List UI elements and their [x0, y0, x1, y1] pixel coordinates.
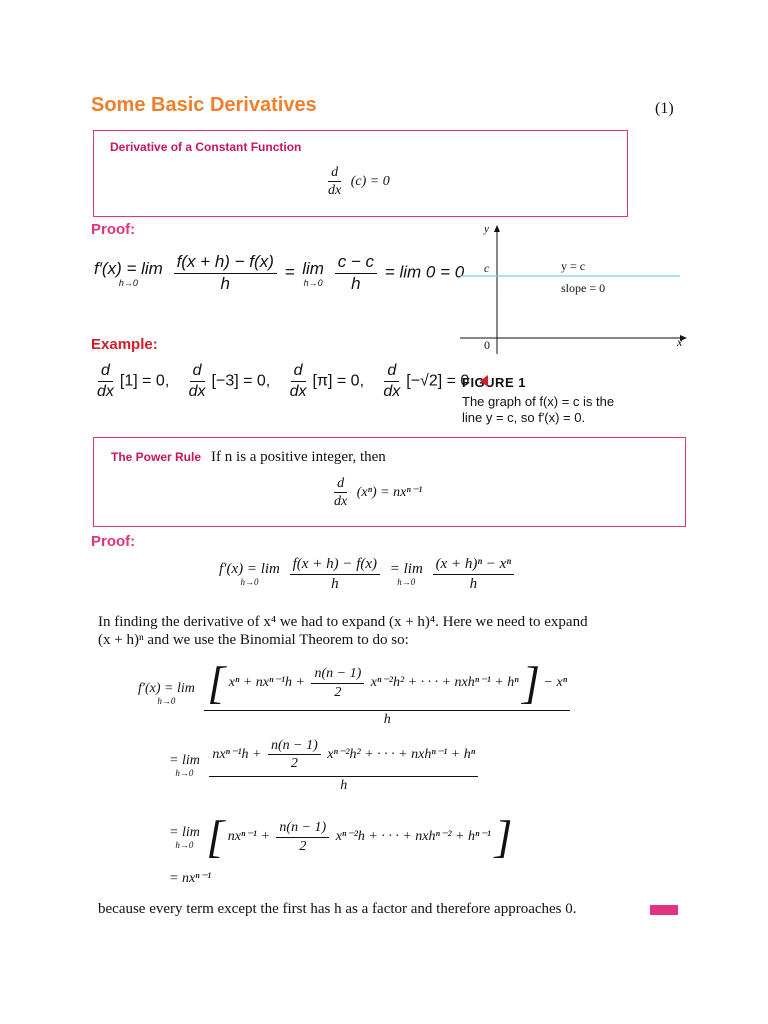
- step3-a: nxⁿ⁻¹ +: [227, 829, 270, 845]
- proof2-den2: h: [469, 575, 478, 592]
- figure-caption-1: The graph of f(x) = c is the: [462, 394, 615, 409]
- step1-inner-b: xⁿ⁻²h² + · · · + nxhⁿ⁻¹ + hⁿ: [370, 675, 519, 691]
- constant-box-label: Derivative of a Constant Function: [110, 140, 302, 154]
- proof1-formula: f′(x) = lim h→0 $\frac{f(x + h) - f(x)}{h}$ = lim h→0 $\frac{c - c}{h}$ = lim 0 = 0: [94, 252, 465, 293]
- step3-frac-num: n(n − 1): [276, 820, 329, 837]
- step1-frac-den: 2: [334, 684, 342, 700]
- constant-formula-rhs: (c) = 0: [350, 174, 390, 190]
- figure-title: FIGURE 1: [462, 375, 526, 390]
- step3-frac-den: 2: [299, 838, 307, 854]
- constant-function-box: [93, 130, 628, 217]
- step1-inner-a: xⁿ + nxⁿ⁻¹h +: [228, 675, 305, 691]
- proof2-eq: = lim: [389, 561, 423, 577]
- power-dx: dx: [334, 494, 348, 510]
- proof2-lhs: f′(x) = lim: [219, 561, 280, 577]
- graph-c-tick: c: [484, 261, 490, 275]
- proof1-tail: = lim 0 = 0: [384, 262, 465, 282]
- proof2-den1: h: [331, 575, 339, 592]
- graph-x-label: x: [677, 335, 683, 349]
- dx-denominator: dx: [328, 183, 342, 199]
- step1-den: h: [383, 712, 391, 727]
- example-dx-3: dx: [289, 382, 307, 400]
- step3-b: xⁿ⁻²h + · · · + nxhⁿ⁻² + hⁿ⁻¹: [335, 829, 491, 845]
- page-number: (1): [655, 100, 674, 117]
- proof-label-1: Proof:: [91, 221, 136, 238]
- graph-slope-label: slope = 0: [561, 281, 606, 295]
- step2-den: h: [340, 777, 348, 793]
- step2-sub: h→0: [175, 768, 194, 779]
- d-numerator: d: [328, 165, 341, 182]
- proof1-den2: h: [351, 273, 361, 293]
- step2-num-a: nxⁿ⁻¹h +: [212, 747, 262, 763]
- example-dx-1: dx: [97, 382, 114, 400]
- proof1-den1: h: [220, 273, 230, 293]
- example-item-2: [−3] = 0,: [211, 372, 271, 390]
- example-dx-4: dx: [383, 382, 401, 400]
- conclusion-text: because every term except the first has h as a factor and therefore approaches 0.: [98, 901, 577, 917]
- proof1-num1: f(x + h) − f(x): [174, 253, 277, 274]
- power-rule-box: [93, 437, 686, 527]
- power-rule-statement: If n is a positive integer, then: [211, 449, 386, 465]
- proof1-lhs: f′(x) = lim: [94, 258, 163, 278]
- proof1-sub: h→0: [118, 277, 138, 288]
- figure-caption-2: line y = c, so f′(x) = 0.: [462, 410, 586, 425]
- step1-frac-num: n(n − 1): [311, 666, 364, 683]
- example-formulas: [91, 362, 488, 400]
- proof2-formula: [216, 556, 517, 592]
- step3-sub: h→0: [175, 839, 194, 850]
- graph-line-label: y = c: [561, 259, 586, 273]
- step2-frac-den: 2: [290, 756, 298, 772]
- example-d-1: d: [98, 362, 113, 382]
- power-rule-label: The Power Rule: [111, 450, 202, 464]
- proof2-num2: (x + h)ⁿ − xⁿ: [433, 556, 515, 575]
- proof1-num2: c − c: [335, 253, 377, 274]
- qed-marker-icon: [650, 905, 678, 915]
- example-item-4: [−√2] = 0: [406, 372, 470, 390]
- example-label: Example:: [91, 336, 158, 353]
- step2-lhs: = lim: [169, 753, 200, 769]
- page-title: Some Basic Derivatives: [91, 94, 317, 116]
- power-d: d: [334, 476, 347, 493]
- step1-tail: − xⁿ: [543, 675, 568, 691]
- derivation-step-2: [166, 738, 481, 793]
- power-rule-rhs: (xⁿ) = nxⁿ⁻¹: [356, 485, 423, 501]
- end-example-triangle-icon: [480, 375, 488, 387]
- paragraph-line-1: In finding the derivative of x⁴ we had to expand (x + h)⁴. Here we need to expand: [98, 614, 588, 630]
- example-d-3: d: [291, 362, 306, 382]
- step1-lhs: f′(x) = lim: [138, 681, 195, 697]
- proof2-sub2: h→0: [397, 577, 416, 587]
- example-d-4: d: [384, 362, 399, 382]
- step2-num-b: xⁿ⁻²h² + · · · + nxhⁿ⁻¹ + hⁿ: [327, 747, 476, 763]
- constant-formula: [322, 165, 390, 199]
- example-dx-2: dx: [188, 382, 206, 400]
- graph-y-label: y: [484, 223, 489, 235]
- derivation-step-1: f′(x) = lim h→0 [ xⁿ + nxⁿ⁻¹h + $\frac{n(n - 1)}{2}$ xⁿ⁻²h² + · · · + nxhⁿ⁻¹ + hⁿ ] − xⁿ h: [135, 660, 573, 727]
- step1-sub: h→0: [157, 696, 176, 707]
- derivation-step-4: = nxⁿ⁻¹: [169, 871, 212, 886]
- power-rule-formula: [328, 476, 422, 510]
- step2-frac-num: n(n − 1): [268, 738, 321, 755]
- proof1-sub2: h→0: [303, 277, 323, 288]
- example-d-2: d: [190, 362, 205, 382]
- example-item-3: [π] = 0,: [312, 372, 365, 390]
- example-item-1: [1] = 0,: [119, 372, 170, 390]
- proof2-sub: h→0: [240, 577, 259, 587]
- step3-lhs: = lim: [169, 824, 200, 840]
- graph-origin: 0: [484, 338, 490, 352]
- derivation-step-3: = lim h→0 [ nxⁿ⁻¹ + $\frac{n(n - 1)}{2}$ xⁿ⁻²h + · · · + nxhⁿ⁻² + hⁿ⁻¹ ]: [169, 811, 513, 862]
- proof-label-2: Proof:: [91, 533, 136, 550]
- proof2-num1: f(x + h) − f(x): [290, 556, 380, 575]
- power-rule-header: [111, 448, 386, 466]
- paragraph-line-2: (x + h)ⁿ and we use the Binomial Theorem to do so:: [98, 632, 409, 648]
